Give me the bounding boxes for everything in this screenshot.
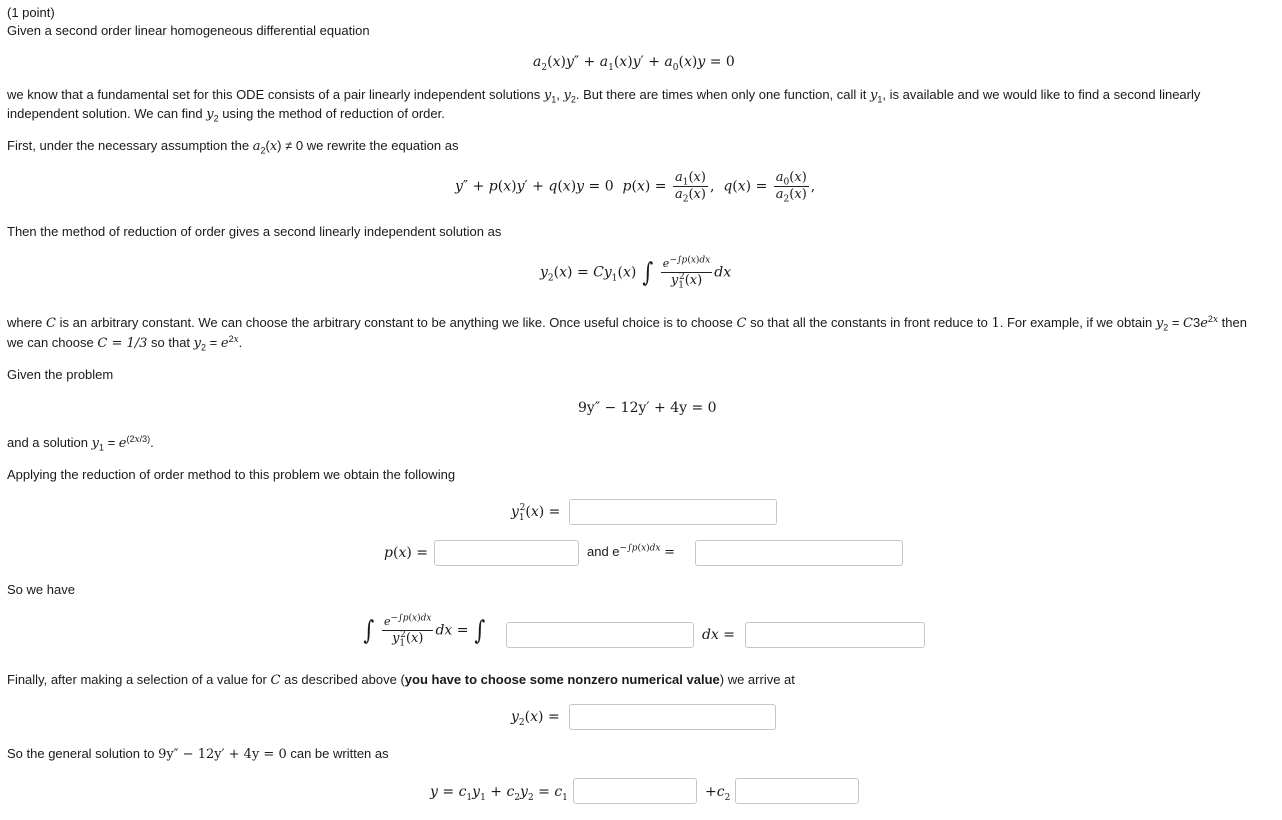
fundamental-set-line-2: independent solution. We can find $y_2$ using the method of reduction of order. [7,106,445,124]
fundamental-set-line-1: we know that a fundamental set for this ODE consists of a pair linearly independent solutions $y_1$, $y_2$. But there are times when only one function, call it $y_1$, is available and we would like to find a second linearly [7,87,1201,105]
solution-line: and a solution $y_1 = e^{(2x/3)}$. [7,433,154,453]
points-label: (1 point) [7,5,55,20]
exp-integral-label: and $e^{-\int p(x)dx}$ = [587,543,676,560]
c1-term-input[interactable] [573,778,697,804]
y1-squared-label: $y_1^2(x)$ = [511,503,561,523]
given-problem-text: Given the problem [7,367,114,382]
applying-text: Applying the reduction of order method to this problem we obtain the following [7,467,456,482]
assumption-line: First, under the necessary assumption the $a_2(x) \ne 0$ we rewrite the equation as [7,138,459,156]
intro-text: Given a second order linear homogeneous differential equation [7,23,370,38]
problem-equation: 9y″ − 12y′ + 4y = 0 [578,400,717,416]
so-we-have-text: So we have [7,582,75,597]
y2-input[interactable] [569,704,776,730]
y1-squared-input[interactable] [569,499,777,525]
general-solution-label: $y = c_1y_1 + c_2y_2 = c_1$ [430,784,568,803]
dx-equals-label: dx = [702,627,736,643]
p-x-input[interactable] [434,540,579,566]
exp-integral-input[interactable] [695,540,903,566]
p-x-label: p(x) = [384,545,428,561]
integral-expression: ∫ $\frac{e^{-\int p(x)dx}}{y_1^2(x)}$ dx = ∫ [363,613,486,649]
y2-label: $y_2(x)$ = [511,709,560,728]
integral-result-input[interactable] [745,622,925,648]
normalized-equation: y″ + p(x)y′ + q(x)y = 0 p(x) = $\frac{a_1(x)}{a_2(x)}$ , q(x) = $\frac{a_0(x)}{a_2(x)}$ , [455,170,816,205]
general-solution-text: So the general solution to 9y″ − 12y′ + 4y = 0 can be written as [7,746,389,762]
general-ode-equation: $a_2(x)y'' + a_1(x)y' + a_0(x)y = 0$ [533,54,735,73]
integrand-input[interactable] [506,622,694,648]
arbitrary-constant-line-1: where C is an arbitrary constant. We can choose the arbitrary constant to be anything we like. Once useful choice is to choose C so that all the constants in front reduce to 1. For example, if we obtain $y_2 = C3e^{2x}$ then [7,313,1247,333]
plus-c2-label: $+c_2$ [705,784,731,803]
then-text: Then the method of reduction of order gives a second linearly independent solution as [7,224,502,239]
reduction-formula: $y_2(x) = Cy_1(x)$ ∫ $\frac{e^{-\int p(x)dx}}{y_1^2(x)}$ dx [540,255,732,291]
arbitrary-constant-line-2: we can choose C = 1/3 so that $y_2 = e^{2x}$. [7,333,243,353]
c2-term-input[interactable] [735,778,859,804]
finally-text: Finally, after making a selection of a value for C as described above (you have to choose some nonzero numerical value) we arrive at [7,672,795,688]
